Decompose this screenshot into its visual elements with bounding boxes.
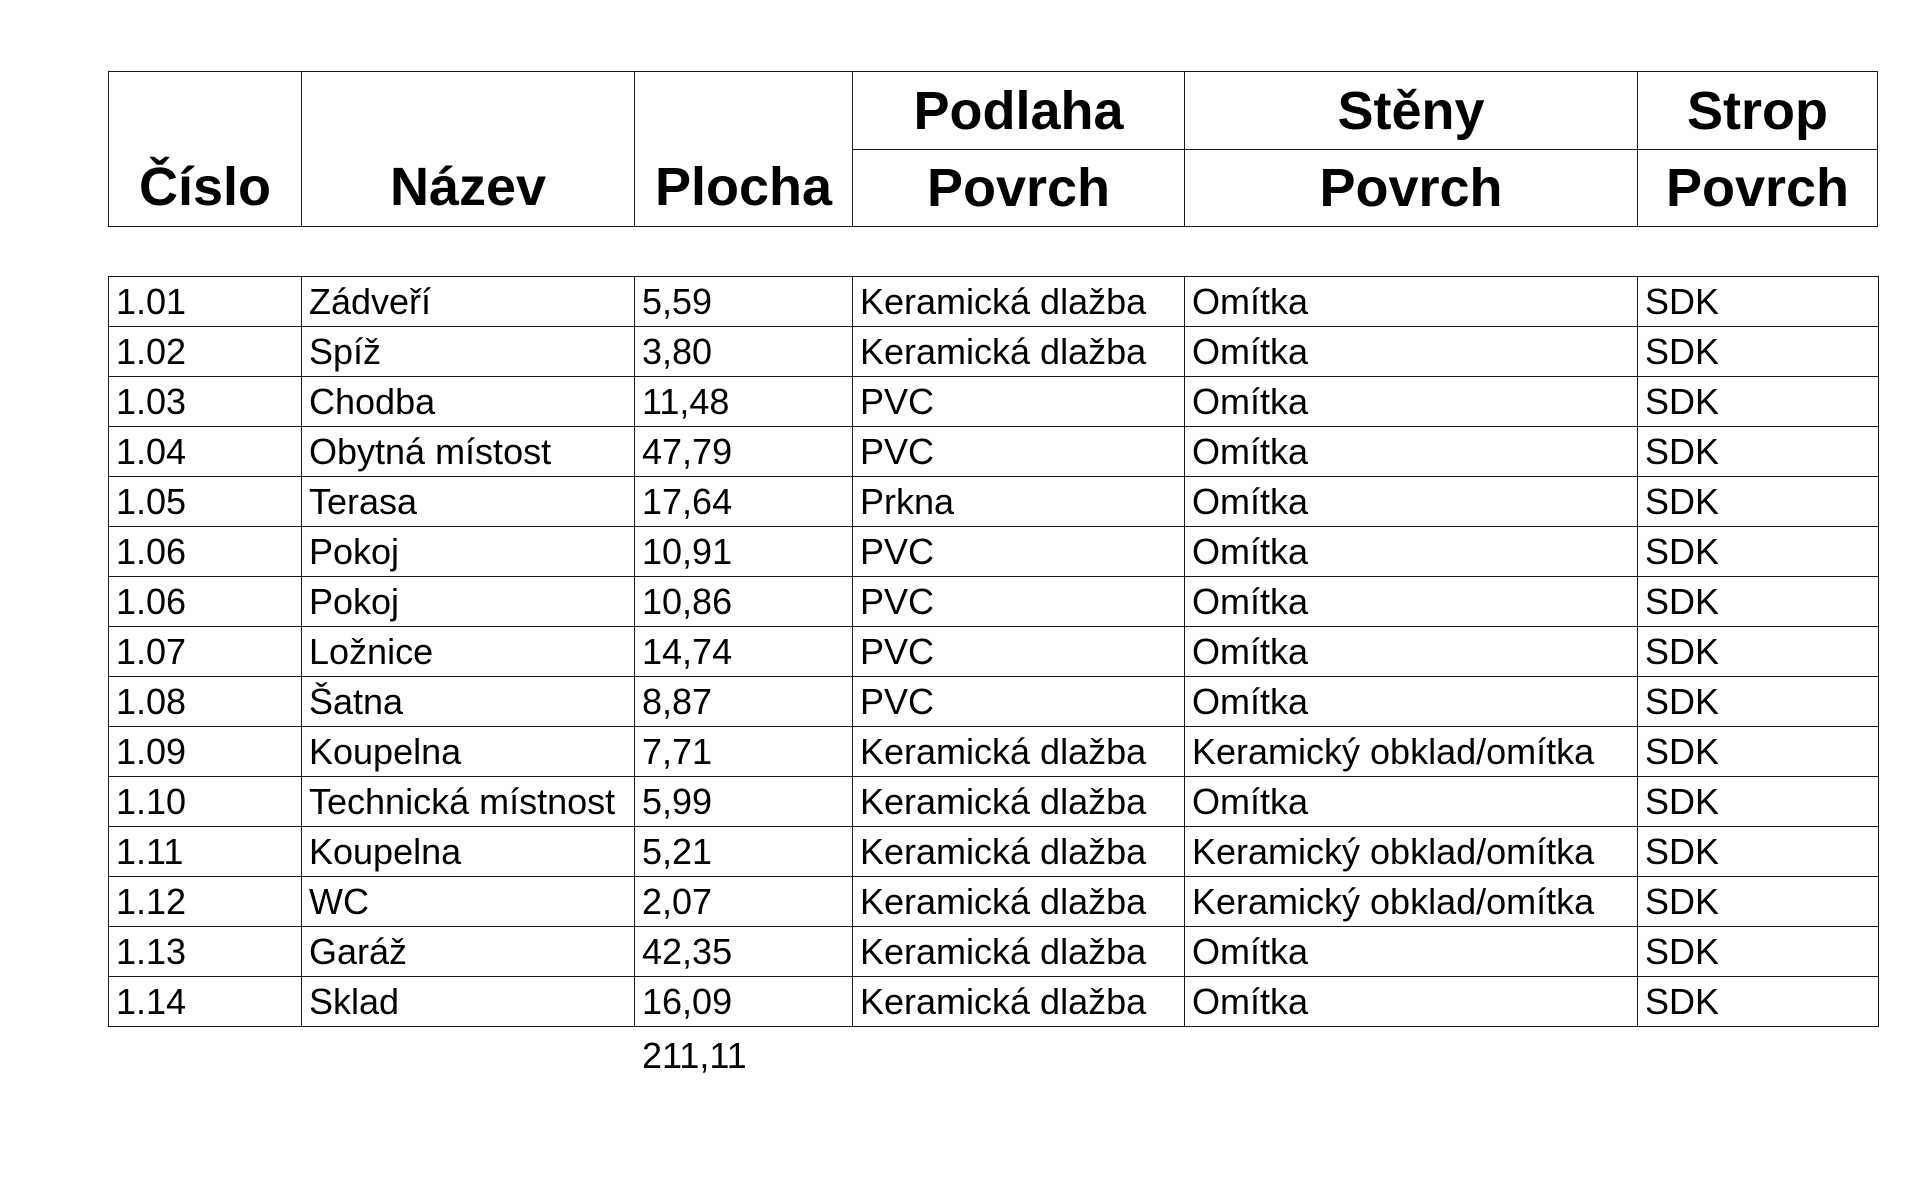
- header-strop-povrch: Povrch: [1665, 158, 1850, 218]
- cell-strop: SDK: [1638, 477, 1879, 527]
- total-area: 211,11: [642, 1035, 747, 1076]
- cell-steny: Omítka: [1185, 477, 1638, 527]
- cell-nazev: Ložnice: [302, 627, 635, 677]
- cell-plocha: 5,99: [635, 777, 853, 827]
- cell-nazev: Koupelna: [302, 827, 635, 877]
- cell-steny: Omítka: [1185, 627, 1638, 677]
- cell-steny: Keramický obklad/omítka: [1185, 727, 1638, 777]
- cell-plocha: 8,87: [635, 677, 853, 727]
- cell-cislo: 1.02: [109, 327, 302, 377]
- cell-steny: Omítka: [1185, 327, 1638, 377]
- cell-plocha: 14,74: [635, 627, 853, 677]
- cell-strop: SDK: [1638, 277, 1879, 327]
- cell-podlaha: PVC: [853, 577, 1185, 627]
- table-row: [109, 877, 1879, 927]
- cell-cislo: 1.04: [109, 427, 302, 477]
- cell-cislo: 1.09: [109, 727, 302, 777]
- cell-steny: Keramický obklad/omítka: [1185, 827, 1638, 877]
- cell-plocha: 3,80: [635, 327, 853, 377]
- cell-cislo: 1.06: [109, 527, 302, 577]
- table-row: [109, 977, 1879, 1027]
- cell-cislo: 1.01: [109, 277, 302, 327]
- cell-nazev: Koupelna: [302, 727, 635, 777]
- table-row: [109, 727, 1879, 777]
- cell-nazev: Sklad: [302, 977, 635, 1027]
- cell-nazev: Pokoj: [302, 527, 635, 577]
- cell-strop: SDK: [1638, 427, 1879, 477]
- cell-cislo: 1.06: [109, 577, 302, 627]
- cell-cislo: 1.03: [109, 377, 302, 427]
- cell-plocha: 5,59: [635, 277, 853, 327]
- cell-cislo: 1.12: [109, 877, 302, 927]
- cell-nazev: Šatna: [302, 677, 635, 727]
- cell-podlaha: Keramická dlažba: [853, 277, 1185, 327]
- table-row: [109, 677, 1879, 727]
- table-row: [109, 827, 1879, 877]
- cell-strop: SDK: [1638, 627, 1879, 677]
- cell-podlaha: PVC: [853, 677, 1185, 727]
- cell-steny: Keramický obklad/omítka: [1185, 877, 1638, 927]
- cell-steny: Omítka: [1185, 977, 1638, 1027]
- cell-podlaha: PVC: [853, 377, 1185, 427]
- cell-plocha: 10,91: [635, 527, 853, 577]
- cell-strop: SDK: [1638, 877, 1879, 927]
- cell-plocha: 42,35: [635, 927, 853, 977]
- cell-plocha: 17,64: [635, 477, 853, 527]
- cell-strop: SDK: [1638, 377, 1879, 427]
- rooms-table: [108, 276, 1879, 1027]
- cell-plocha: 16,09: [635, 977, 853, 1027]
- cell-podlaha: PVC: [853, 427, 1185, 477]
- cell-cislo: 1.11: [109, 827, 302, 877]
- table-row: [109, 577, 1879, 627]
- header-podlaha-povrch: Povrch: [926, 158, 1111, 218]
- table-row: [109, 477, 1879, 527]
- cell-plocha: 2,07: [635, 877, 853, 927]
- cell-cislo: 1.08: [109, 677, 302, 727]
- cell-podlaha: PVC: [853, 627, 1185, 677]
- table-row: [109, 377, 1879, 427]
- header-strop: Strop: [1687, 80, 1828, 141]
- cell-cislo: 1.07: [109, 627, 302, 677]
- cell-nazev: Terasa: [302, 477, 635, 527]
- cell-nazev: Pokoj: [302, 577, 635, 627]
- rooms-table-body: [109, 277, 1879, 1027]
- cell-strop: SDK: [1638, 577, 1879, 627]
- cell-podlaha: Keramická dlažba: [853, 877, 1185, 927]
- cell-podlaha: Keramická dlažba: [853, 327, 1185, 377]
- table-row: [109, 927, 1879, 977]
- cell-strop: SDK: [1638, 927, 1879, 977]
- cell-nazev: Garáž: [302, 927, 635, 977]
- cell-podlaha: Keramická dlažba: [853, 827, 1185, 877]
- cell-cislo: 1.05: [109, 477, 302, 527]
- cell-podlaha: Keramická dlažba: [853, 727, 1185, 777]
- table-row: [109, 277, 1879, 327]
- cell-plocha: 10,86: [635, 577, 853, 627]
- cell-cislo: 1.14: [109, 977, 302, 1027]
- cell-nazev: Chodba: [302, 377, 635, 427]
- cell-strop: SDK: [1638, 727, 1879, 777]
- cell-plocha: 11,48: [635, 377, 853, 427]
- cell-podlaha: Keramická dlažba: [853, 927, 1185, 977]
- cell-strop: SDK: [1638, 677, 1879, 727]
- table-row: [109, 327, 1879, 377]
- cell-steny: Omítka: [1185, 677, 1638, 727]
- cell-podlaha: Keramická dlažba: [853, 977, 1185, 1027]
- table-row: [109, 627, 1879, 677]
- cell-nazev: Spíž: [302, 327, 635, 377]
- cell-podlaha: Keramická dlažba: [853, 777, 1185, 827]
- cell-plocha: 5,21: [635, 827, 853, 877]
- table-row: [109, 777, 1879, 827]
- header-steny: Stěny: [1337, 80, 1485, 141]
- header-steny-povrch: Povrch: [1319, 158, 1503, 218]
- cell-nazev: Technická místnost: [302, 777, 635, 827]
- cell-steny: Omítka: [1185, 577, 1638, 627]
- cell-strop: SDK: [1638, 977, 1879, 1027]
- header-podlaha: Podlaha: [913, 80, 1124, 141]
- cell-steny: Omítka: [1185, 777, 1638, 827]
- cell-strop: SDK: [1638, 327, 1879, 377]
- cell-nazev: Obytná místost: [302, 427, 635, 477]
- cell-strop: SDK: [1638, 527, 1879, 577]
- cell-strop: SDK: [1638, 827, 1879, 877]
- header-plocha: Plocha: [654, 157, 833, 217]
- cell-steny: Omítka: [1185, 927, 1638, 977]
- cell-podlaha: PVC: [853, 527, 1185, 577]
- table-row: [109, 527, 1879, 577]
- table-row: [109, 427, 1879, 477]
- header-table: [108, 71, 1878, 227]
- header-cislo: Číslo: [138, 157, 272, 217]
- header-nazev: Název: [389, 157, 547, 217]
- cell-plocha: 47,79: [635, 427, 853, 477]
- cell-cislo: 1.10: [109, 777, 302, 827]
- cell-nazev: Zádveří: [302, 277, 635, 327]
- cell-steny: Omítka: [1185, 527, 1638, 577]
- cell-steny: Omítka: [1185, 427, 1638, 477]
- cell-podlaha: Prkna: [853, 477, 1185, 527]
- cell-steny: Omítka: [1185, 277, 1638, 327]
- cell-cislo: 1.13: [109, 927, 302, 977]
- cell-strop: SDK: [1638, 777, 1879, 827]
- cell-steny: Omítka: [1185, 377, 1638, 427]
- cell-plocha: 7,71: [635, 727, 853, 777]
- cell-nazev: WC: [302, 877, 635, 927]
